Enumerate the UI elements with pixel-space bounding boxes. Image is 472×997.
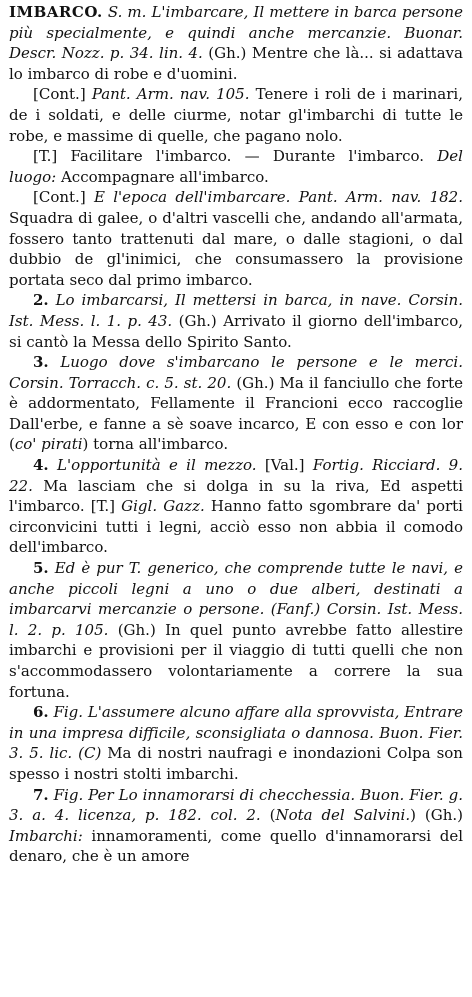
source-tag: (Gh.) bbox=[236, 373, 275, 392]
quotation: Mentre che là... si adattava lo imbarco di robe e d'uomini. bbox=[9, 44, 463, 83]
quotation: innamoramenti, come quello d'innamorarsi del denaro, che è un amore bbox=[9, 826, 463, 866]
part-of-speech: S. m. bbox=[107, 3, 147, 21]
definition: L'imbarcare, Il mettere in barca persone più specialmente, e quindi anche mercanzie. bbox=[9, 3, 463, 42]
sense-definition: Fig. L'assumere alcuno affare alla sprovvista, Entrare in una impresa difficile, sconsigliata o dannosa. bbox=[9, 703, 463, 742]
t-text: Accompagnare all'imbarco. bbox=[60, 167, 269, 186]
sense-number: 3. bbox=[33, 353, 49, 372]
val-tag: [Val.] bbox=[264, 456, 305, 475]
sense-definition: Luogo dove s'imbarcano le persone e le merci. bbox=[60, 353, 463, 372]
citation: Corsin. Ist. Mess. l. 2. p. 105. bbox=[9, 600, 463, 639]
c-tag: (C) bbox=[78, 744, 102, 763]
sense-definition: Lo imbarcarsi, Il mettersi in barca, in nave. bbox=[55, 291, 402, 310]
cont-tag: [Cont.] bbox=[33, 85, 86, 104]
citation: Pant. Arm. nav. 182. bbox=[298, 188, 463, 207]
quotation: Ma di nostri naufragi e inondazioni Colpa son spesso i nostri stolti imbarchi. bbox=[9, 744, 463, 783]
term: Imbarchi: bbox=[9, 826, 83, 845]
entry-cont-2 bbox=[9, 187, 463, 290]
sense-7 bbox=[9, 785, 463, 867]
t-tag: [T.] bbox=[90, 497, 116, 516]
quotation: Hanno fatto sgombrare da' porti circonvicini tutti i legni, acciò esso non abbia il comodo dell'imbarco. bbox=[9, 497, 463, 557]
sense-definition: Fig. Per Lo innamorarsi di checchessia. bbox=[53, 785, 356, 804]
sense-number: 4. bbox=[33, 456, 49, 475]
citation: Buon. Fier. 3. 5. lic. bbox=[9, 723, 463, 763]
entry-intro bbox=[9, 2, 463, 84]
sense-definition: Ed è pur T. generico, che comprende tutte le navi, e anche piccoli legni a uno o due alberi, destinati a imbarcarvi mercanzie o persone. bbox=[9, 559, 463, 619]
entry-t-note bbox=[9, 146, 463, 187]
del-luogo: Del luogo: bbox=[9, 147, 463, 186]
definition: E l'epoca dell'imbarcare. bbox=[94, 188, 291, 207]
sense-6 bbox=[9, 702, 463, 784]
quotation-italic: co' pirati bbox=[14, 435, 83, 454]
nota: Nota del Salvini. bbox=[275, 806, 411, 825]
quotation: Ma il fanciullo che forte è addormentato, Fellamente il Francioni ecco raccoglie Dall'erbe, e fanne a sè soave incarco, E con esso e con lor ( bbox=[9, 373, 463, 454]
source-tag: (Gh.) bbox=[117, 620, 156, 639]
citation: Pant. Arm. nav. 105. bbox=[91, 85, 250, 104]
quotation: Ma lasciam che si dolga in su la riva, Ed aspetti l'imbarco. bbox=[9, 476, 463, 516]
t-tag: [T.] bbox=[33, 147, 58, 166]
source-tag: (Gh.) bbox=[178, 311, 217, 330]
sense-number: 2. bbox=[33, 291, 49, 310]
quotation: Squadra di galee, o d'altri vascelli che, andando all'armata, fossero tanto trattenuti dal mare, o dalle stagioni, o dal dubbio de gl'inimici, che consumassero la provisione portata seco dal primo imbarco. bbox=[9, 208, 463, 289]
quotation: Tenere i roli de i marinari, de i soldati, e delle ciurme, notar gl'imbarchi di tutte le robe, e massime di quelle, che pagano nolo. bbox=[9, 85, 463, 145]
source-tag: (Gh.) bbox=[424, 806, 463, 825]
sense-number: 6. bbox=[33, 703, 49, 722]
citation: Fortig. Ricciard. 9. 22. bbox=[9, 456, 463, 495]
quotation: Arrivato il giorno dell'imbarco, si cantò la Messa dello Spirito Santo. bbox=[9, 311, 463, 351]
t-text: Facilitare l'imbarco. — Durante l'imbarco. bbox=[70, 147, 425, 166]
fanf-tag: (Fanf.) bbox=[270, 600, 321, 619]
sense-number: 7. bbox=[33, 785, 49, 804]
sense-5 bbox=[9, 558, 463, 702]
citation: Gigl. Gazz. bbox=[121, 497, 205, 516]
quotation: In quel punto avrebbe fatto allestire imbarchi e provisioni per il viaggio di tutti quelli che non s'accommodassero volontariamente a correre la sua fortuna. bbox=[9, 620, 463, 701]
entry-cont-1 bbox=[9, 84, 463, 146]
nota-close: ) bbox=[410, 806, 416, 825]
quotation: ) torna all'imbarco. bbox=[82, 435, 229, 454]
sense-4 bbox=[9, 455, 463, 558]
headword: IMBARCO. bbox=[9, 3, 103, 21]
sense-3 bbox=[9, 352, 463, 455]
citation: Corsin. Ist. Mess. l. 1. p. 43. bbox=[9, 291, 463, 330]
sense-2 bbox=[9, 290, 463, 352]
citation: Buon. Fier. g. 3. a. 4. licenza, p. 182. col. 2. bbox=[9, 785, 463, 825]
source-tag: (Gh.) bbox=[208, 44, 247, 63]
sense-definition: L'opportunità e il mezzo. bbox=[57, 456, 257, 475]
cont-tag: [Cont.] bbox=[33, 188, 86, 207]
nota-open: ( bbox=[269, 806, 276, 825]
citation: Corsin. Torracch. c. 5. st. 20. bbox=[9, 373, 232, 392]
sense-number: 5. bbox=[33, 559, 49, 578]
citation: Buonar. Descr. Nozz. p. 34. lin. 4. bbox=[9, 23, 463, 63]
